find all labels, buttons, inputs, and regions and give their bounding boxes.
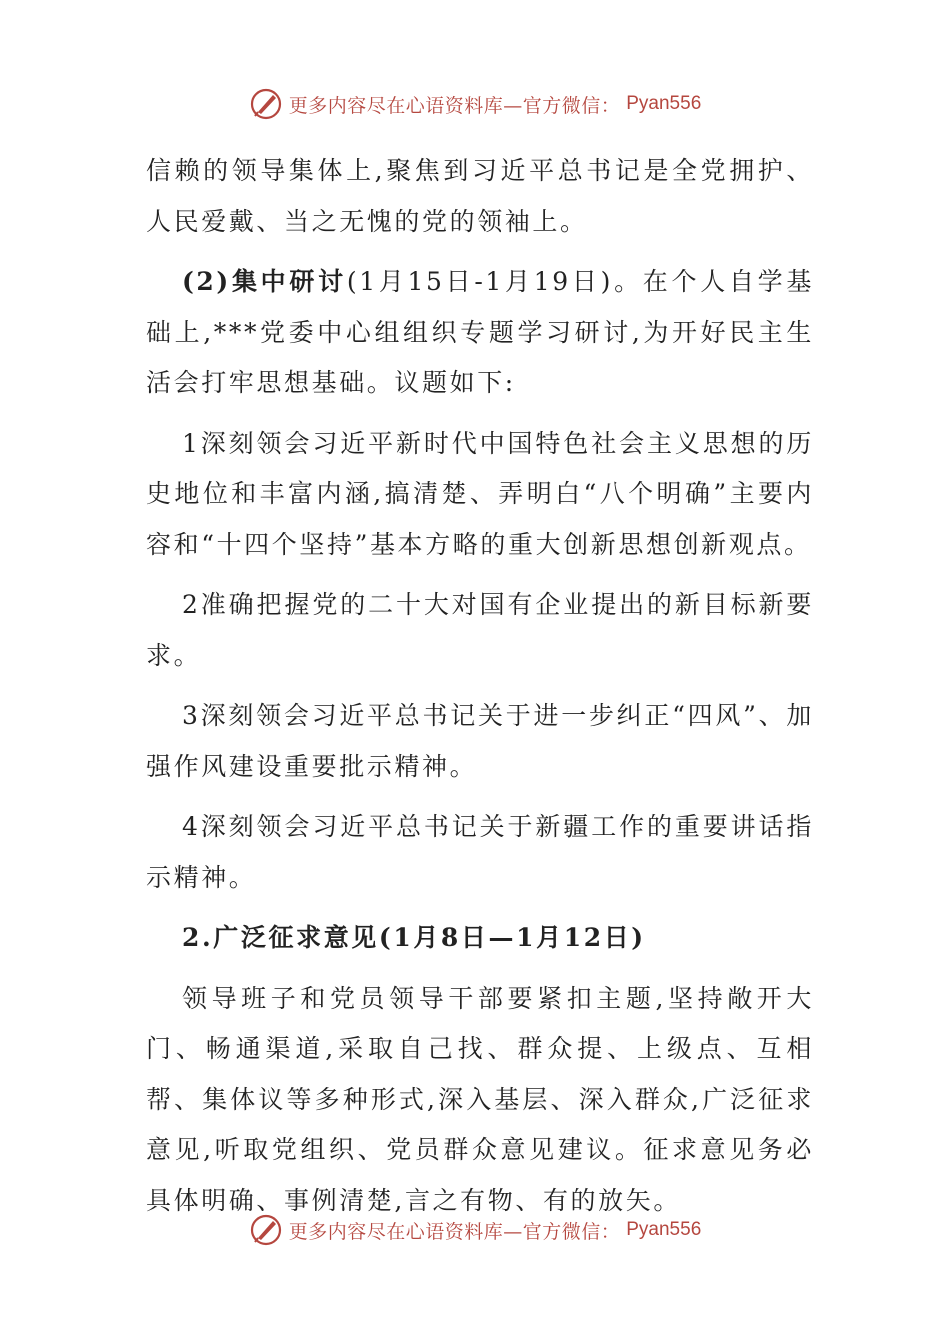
agenda-item-4: 4深刻领会习近平总书记关于新疆工作的重要讲话指示精神。 — [146, 812, 814, 892]
footer-watermark — [0, 1212, 950, 1248]
watermark-wechat-id: Pyan556 — [626, 1219, 702, 1240]
watermark-wechat-id: Pyan556 — [626, 93, 702, 114]
paragraph-centralized-discussion — [146, 257, 814, 409]
header-watermark — [0, 86, 950, 122]
paragraph-solicit-opinions: 领导班子和党员领导干部要紧扣主题,坚持敞开大门、畅通渠道,采取自己找、群众提、上级点、互相帮、集体议等多种形式,深入基层、深入群众,广泛征求意见,听取党组织、党员群众意见建议。征求意见务必具体明确、事例清楚,言之有物、有的放矢。 — [146, 983, 814, 1215]
paragraph-continuation: 信赖的领导集体上,聚焦到习近平总书记是全党拥护、人民爱戴、当之无愧的党的领袖上。 — [146, 156, 814, 236]
agenda-item-1: 1深刻领会习近平新时代中国特色社会主义思想的历史地位和丰富内涵,搞清楚、弄明白“八个明确”主要内容和“十四个坚持”基本方略的重大创新思想创新观点。 — [146, 428, 814, 559]
paragraph-centralized-discussion-text: (1月15日-1月19日)。在个人自学基础上,***党委中心组组织专题学习研讨,为开好民主生活会打牢思想基础。议题如下: — [146, 267, 814, 397]
section-heading-solicit-opinions: 2.广泛征求意见(1月8日—1月12日) — [182, 923, 646, 952]
watermark-text: 更多内容尽在心语资料库—官方微信： — [288, 94, 621, 117]
quill-logo-icon — [249, 87, 283, 121]
quill-logo-icon — [249, 1213, 283, 1247]
watermark-text: 更多内容尽在心语资料库—官方微信： — [288, 1220, 621, 1243]
subheading-centralized-discussion: (2)集中研讨 — [182, 267, 347, 296]
document-body — [146, 146, 814, 1236]
agenda-item-3: 3深刻领会习近平总书记关于进一步纠正“四风”、加强作风建设重要批示精神。 — [146, 701, 814, 781]
agenda-item-2: 2准确把握党的二十大对国有企业提出的新目标新要求。 — [146, 590, 814, 670]
